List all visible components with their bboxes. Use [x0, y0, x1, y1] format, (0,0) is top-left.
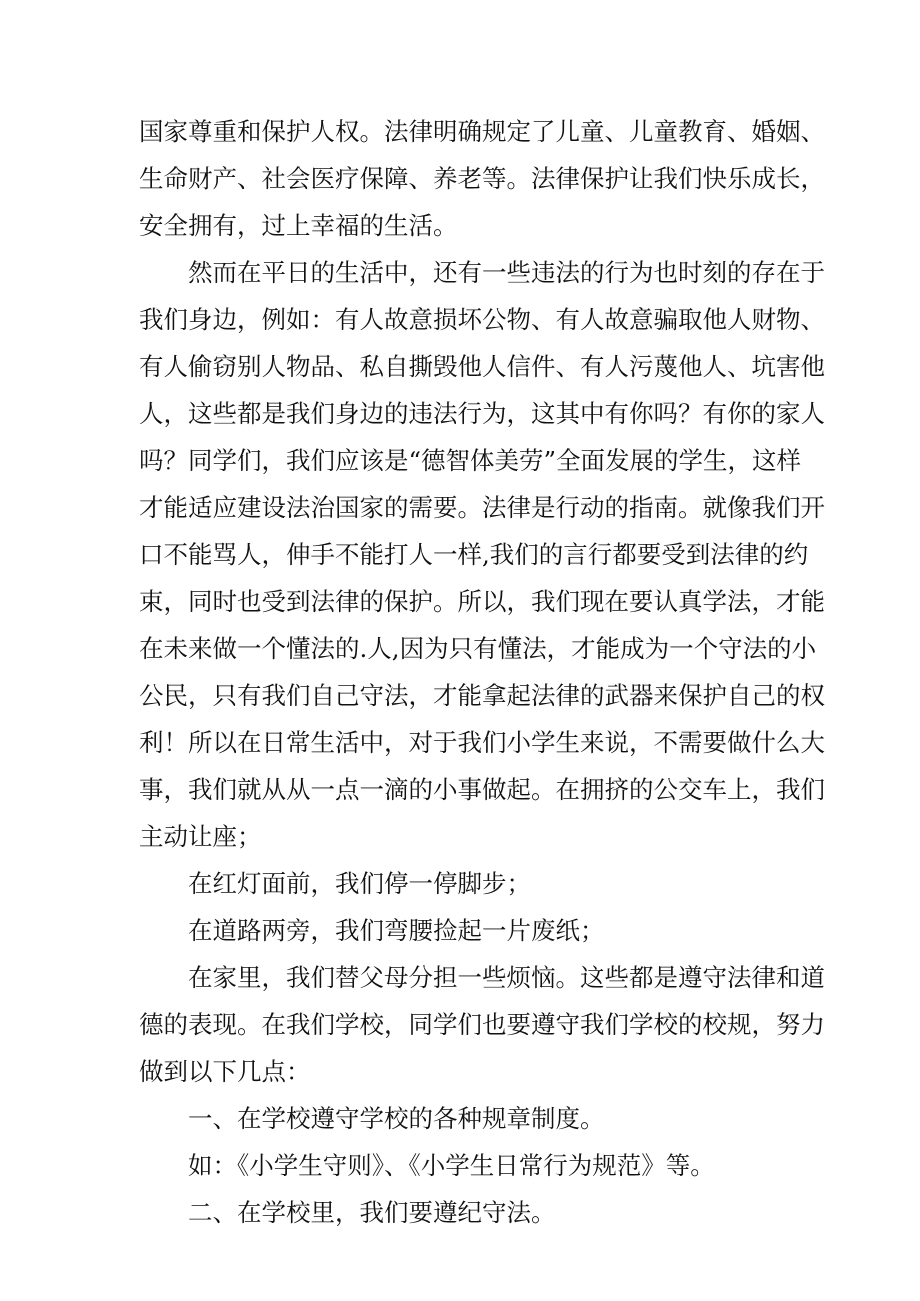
paragraph-start-line: 在家里，我们替父母分担一些烦恼。这些都是遵守法律和道	[188, 963, 825, 992]
text-line: 口不能骂人，伸手不能打人一样,我们的言行都要受到法律的约	[139, 540, 809, 569]
paragraph-start-line: 在红灯面前，我们停一停脚步；	[188, 869, 531, 898]
paragraph-start-line: 二、在学校里，我们要遵纪守法。	[188, 1198, 556, 1227]
text-line: 德的表现。在我们学校，同学们也要遵守我们学校的校规，努力	[139, 1010, 825, 1039]
paragraph-start-line: 如：《小学生守则》、《小学生日常行为规范》等。	[188, 1151, 715, 1180]
text-line: 国家尊重和保护人权。法律明确规定了儿童、儿童教育、婚姻、	[139, 117, 825, 146]
text-line: 我们身边，例如：有人故意损坏公物、有人故意骗取他人财物、	[139, 305, 825, 334]
text-line: 在未来做一个懂法的.人,因为只有懂法，才能成为一个守法的小	[139, 634, 817, 663]
text-line: 做到以下几点：	[139, 1057, 311, 1086]
paragraph-start-line: 一、在学校遵守学校的各种规章制度。	[188, 1104, 605, 1133]
text-line: 主动让座；	[139, 822, 262, 851]
text-line: 生命财产、社会医疗保障、养老等。法律保护让我们快乐成长，	[139, 164, 825, 193]
text-line: 利！所以在日常生活中，对于我们小学生来说，不需要做什么大	[139, 728, 825, 757]
text-line: 束，同时也受到法律的保护。所以，我们现在要认真学法，才能	[139, 587, 825, 616]
text-line: 才能适应建设法治国家的需要。法律是行动的指南。就像我们开	[139, 493, 825, 522]
text-line: 公民，只有我们自己守法，才能拿起法律的武器来保护自己的权	[139, 681, 825, 710]
text-line: 安全拥有，过上幸福的生活。	[139, 211, 458, 240]
text-line: 吗？同学们，我们应该是“德智体美劳”全面发展的学生，这样	[139, 446, 802, 475]
text-line: 事，我们就从从一点一滴的小事做起。在拥挤的公交车上，我们	[139, 775, 825, 804]
paragraph-start-line: 然而在平日的生活中，还有一些违法的行为也时刻的存在于	[188, 258, 825, 287]
paragraph-start-line: 在道路两旁，我们弯腰捡起一片废纸；	[188, 916, 605, 945]
text-line: 有人偷窃别人物品、私自撕毁他人信件、有人污蔑他人、坑害他	[139, 352, 825, 381]
text-line: 人，这些都是我们身边的违法行为，这其中有你吗？有你的家人	[139, 399, 825, 428]
